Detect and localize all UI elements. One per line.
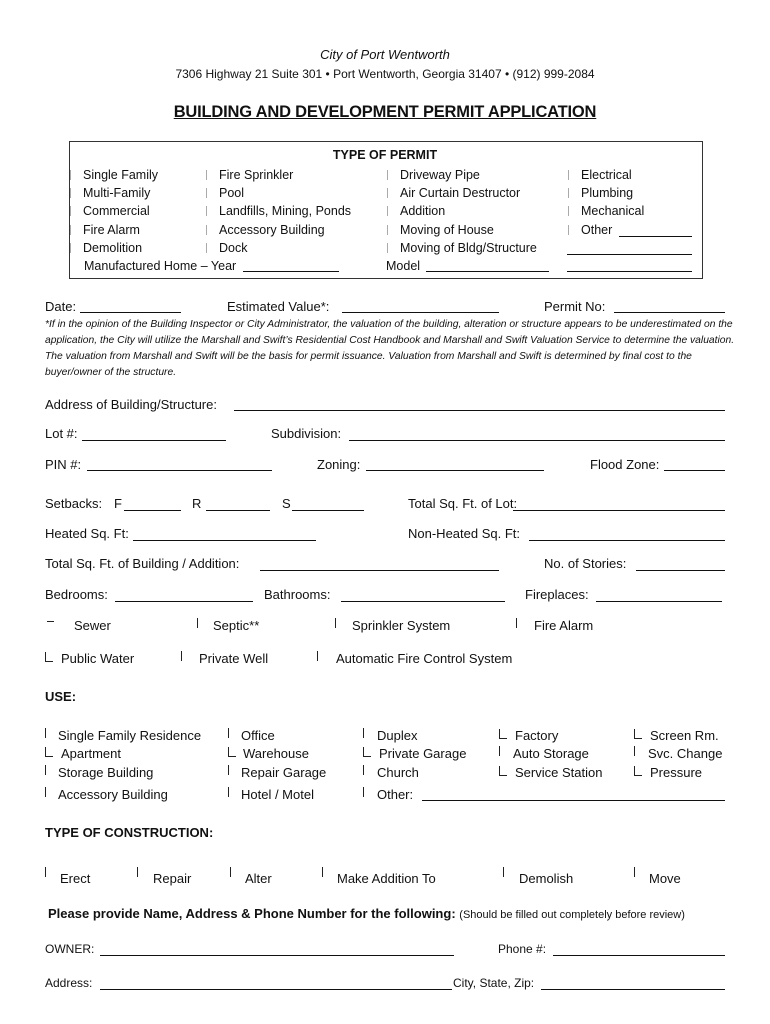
non-heated-sqft-field[interactable] [529, 540, 725, 541]
city-address: 7306 Highway 21 Suite 301 • Port Wentworth, Georgia 31407 • (912) 999-2084 [175, 67, 595, 81]
flood-zone-field[interactable] [664, 470, 725, 471]
permit-option-moving-house[interactable]: Moving of House [387, 223, 494, 237]
model-line[interactable] [426, 271, 549, 272]
setback-f-label: F [114, 496, 122, 511]
flood-zone-label: Flood Zone: [590, 457, 660, 472]
permit-option-plumbing[interactable]: Plumbing [568, 186, 633, 200]
permit-extra-line-2[interactable] [567, 271, 692, 272]
permit-option-air-curtain[interactable]: Air Curtain Destructor [387, 186, 520, 200]
use-auto-storage[interactable]: Auto Storage [499, 746, 589, 761]
address-label: Address: [45, 976, 93, 990]
permit-option-pool[interactable]: Pool [206, 186, 244, 200]
heated-sqft-field[interactable] [133, 540, 316, 541]
use-heading: USE: [45, 689, 77, 704]
permit-option-addition[interactable]: Addition [387, 204, 445, 218]
total-sqft-building-label: Total Sq. Ft. of Building / Addition: [45, 556, 240, 571]
total-sqft-lot-label: Total Sq. Ft. of Lot: [408, 496, 518, 511]
estimated-value-field[interactable] [342, 312, 499, 313]
use-service-station[interactable]: Service Station [499, 765, 602, 780]
phone-field[interactable] [553, 955, 725, 956]
permit-option-driveway-pipe[interactable]: Driveway Pipe [387, 168, 480, 182]
construction-repair[interactable]: Repair [137, 867, 191, 886]
construction-make-addition[interactable]: Make Addition To [322, 867, 436, 886]
permit-no-field[interactable] [614, 312, 725, 313]
bathrooms-label: Bathrooms: [264, 587, 331, 602]
sewer-option[interactable]: Sewer [47, 618, 111, 633]
construction-heading: TYPE OF CONSTRUCTION: [45, 825, 214, 840]
use-office[interactable]: Office [228, 728, 275, 743]
bedrooms-field[interactable] [115, 601, 253, 602]
city-name: City of Port Wentworth [320, 47, 450, 62]
zoning-label: Zoning: [317, 457, 361, 472]
date-label: Date: [45, 299, 77, 314]
setbacks-label: Setbacks: [45, 496, 103, 511]
bedrooms-label: Bedrooms: [45, 587, 108, 602]
permit-option-other[interactable]: Other [568, 223, 612, 237]
setback-s-field[interactable] [292, 510, 364, 511]
use-pressure[interactable]: Pressure [634, 765, 702, 780]
public-water-option[interactable]: Public Water [45, 651, 134, 666]
permit-option-dock[interactable]: Dock [206, 241, 247, 255]
use-church[interactable]: Church [363, 765, 419, 780]
use-other-field[interactable] [422, 800, 725, 801]
contacts-instruction: Please provide Name, Address & Phone Number for the following: (Should be filled out completely before review) [48, 906, 685, 921]
model-label: Model [386, 259, 421, 273]
construction-erect[interactable]: Erect [45, 867, 90, 886]
permit-no-label: Permit No: [544, 299, 606, 314]
total-sqft-building-field[interactable] [260, 570, 499, 571]
permit-option-commercial[interactable]: Commercial [70, 204, 150, 218]
permit-option-multi-family[interactable]: Multi-Family [70, 186, 150, 200]
permit-extra-line-1[interactable] [567, 254, 692, 255]
date-field[interactable] [80, 312, 181, 313]
septic-option[interactable]: Septic** [197, 618, 259, 633]
auto-fire-control-option[interactable]: Automatic Fire Control System [317, 651, 512, 666]
permit-option-demolition[interactable]: Demolition [70, 241, 142, 255]
heated-sqft-label: Heated Sq. Ft: [45, 526, 129, 541]
subdivision-field[interactable] [349, 440, 725, 441]
subdivision-label: Subdivision: [271, 426, 342, 441]
use-screen-room[interactable]: Screen Rm. [634, 728, 719, 743]
fireplaces-field[interactable] [596, 601, 722, 602]
bathrooms-field[interactable] [341, 601, 505, 602]
use-storage-building[interactable]: Storage Building [45, 765, 153, 780]
manufactured-home-year-line[interactable] [243, 271, 339, 272]
manufactured-home-label: Manufactured Home – Year [84, 259, 237, 273]
stories-label: No. of Stories: [544, 556, 627, 571]
use-svc-change[interactable]: Svc. Change [634, 746, 722, 761]
sprinkler-system-option[interactable]: Sprinkler System [335, 618, 450, 633]
address-field[interactable] [100, 989, 452, 990]
zoning-field[interactable] [366, 470, 544, 471]
use-duplex[interactable]: Duplex [363, 728, 417, 743]
total-sqft-lot-field[interactable] [513, 510, 725, 511]
use-single-family-residence[interactable]: Single Family Residence [45, 728, 201, 743]
permit-option-single-family[interactable]: Single Family [70, 168, 158, 182]
estimated-value-label: Estimated Value*: [227, 299, 330, 314]
use-hotel-motel[interactable]: Hotel / Motel [228, 787, 314, 802]
fire-alarm-option[interactable]: Fire Alarm [516, 618, 593, 633]
construction-alter[interactable]: Alter [230, 867, 272, 886]
setback-r-field[interactable] [206, 510, 270, 511]
lot-field[interactable] [82, 440, 226, 441]
owner-label: OWNER: [45, 942, 95, 956]
other-permit-line[interactable] [619, 236, 692, 237]
use-apartment[interactable]: Apartment [45, 746, 121, 761]
fireplaces-label: Fireplaces: [525, 587, 589, 602]
building-address-field[interactable] [234, 410, 725, 411]
permit-type-heading: TYPE OF PERMIT [332, 148, 438, 162]
valuation-note: *If in the opinion of the Building Inspector or City Administrator, the valuation of the building, alteration or structure appears to be underestimated on the application, the City will utilize the Marshall and Swift’s Residential Cost Handbook and Marshall and Swift Valuation Service to determine the valuation. The valuation from Marshall and Swift will be the basis for permit issuance. Valuation from Marshall and Swift is determined by final cost to the buyer/owner of the structure. [45, 319, 735, 378]
pin-field[interactable] [87, 470, 272, 471]
stories-field[interactable] [636, 570, 725, 571]
use-private-garage[interactable]: Private Garage [363, 746, 466, 761]
permit-option-electrical[interactable]: Electrical [568, 168, 632, 182]
permit-option-landfills[interactable]: Landfills, Mining, Ponds [206, 204, 351, 218]
building-address-label: Address of Building/Structure: [45, 397, 217, 412]
use-factory[interactable]: Factory [499, 728, 558, 743]
owner-field[interactable] [100, 955, 454, 956]
use-other[interactable]: Other: [363, 787, 413, 802]
city-state-zip-field[interactable] [541, 989, 725, 990]
non-heated-sqft-label: Non-Heated Sq. Ft: [408, 526, 520, 541]
construction-move[interactable]: Move [634, 867, 681, 886]
form-title: BUILDING AND DEVELOPMENT PERMIT APPLICATION [173, 103, 597, 121]
permit-option-fire-sprinkler[interactable]: Fire Sprinkler [206, 168, 293, 182]
use-warehouse[interactable]: Warehouse [228, 746, 309, 761]
phone-label: Phone #: [498, 942, 547, 956]
use-accessory-building[interactable]: Accessory Building [45, 787, 168, 802]
permit-option-mechanical[interactable]: Mechanical [568, 204, 644, 218]
permit-option-fire-alarm[interactable]: Fire Alarm [70, 223, 140, 237]
setback-f-field[interactable] [124, 510, 181, 511]
setback-r-label: R [192, 496, 202, 511]
permit-option-accessory-building[interactable]: Accessory Building [206, 223, 325, 237]
private-well-option[interactable]: Private Well [181, 651, 268, 666]
pin-label: PIN #: [45, 457, 82, 472]
lot-label: Lot #: [45, 426, 78, 441]
construction-demolish[interactable]: Demolish [503, 867, 573, 886]
permit-option-moving-bldg[interactable]: Moving of Bldg/Structure [387, 241, 537, 255]
use-repair-garage[interactable]: Repair Garage [228, 765, 326, 780]
setback-s-label: S [282, 496, 291, 511]
city-state-zip-label: City, State, Zip: [453, 976, 535, 990]
